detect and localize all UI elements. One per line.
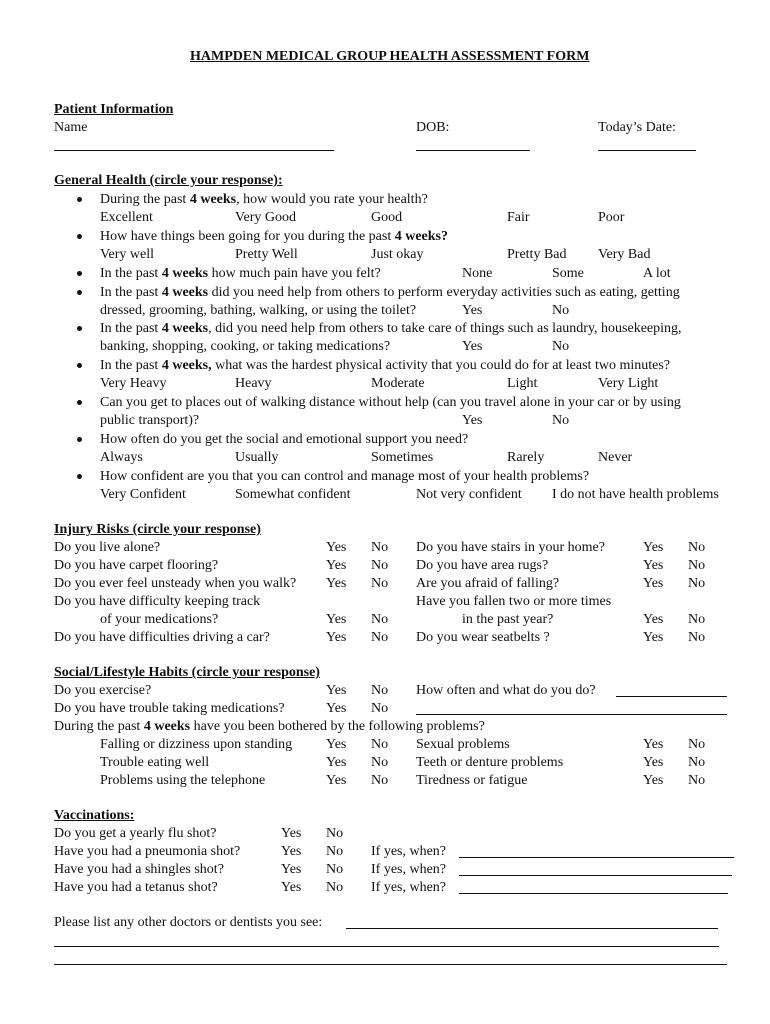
option-yes[interactable]: Yes xyxy=(281,862,302,877)
option-pretty-well[interactable]: Pretty Well xyxy=(235,247,298,262)
option-yes[interactable]: Yes xyxy=(643,755,664,770)
option-yes[interactable]: Yes xyxy=(326,773,347,788)
bullet-icon xyxy=(77,234,82,239)
option-very-heavy[interactable]: Very Heavy xyxy=(100,376,167,391)
todays-date-field[interactable] xyxy=(598,150,696,151)
option-no[interactable]: No xyxy=(371,630,389,645)
option-yes[interactable]: Yes xyxy=(462,413,483,428)
option-no[interactable]: No xyxy=(688,612,706,627)
option-yes[interactable]: Yes xyxy=(643,773,664,788)
option-very-good[interactable]: Very Good xyxy=(235,210,297,225)
question-unsteady: Do you ever feel unsteady when you walk? xyxy=(54,576,297,591)
bullet-icon xyxy=(77,271,82,276)
option-no[interactable]: No xyxy=(688,558,706,573)
bullet-icon xyxy=(77,197,82,202)
option-no[interactable]: No xyxy=(371,755,389,770)
question-pain: In the past 4 weeks how much pain have you felt? xyxy=(100,266,381,281)
option-good[interactable]: Good xyxy=(371,210,403,225)
option-never[interactable]: Never xyxy=(598,450,633,465)
question-bothered: During the past 4 weeks have you been bothered by the following problems? xyxy=(54,719,485,734)
question-confidence: How confident are you that you can control and manage most of your health problems? xyxy=(100,469,590,484)
other-doctors-field[interactable] xyxy=(346,928,718,929)
question-help-everyday: In the past 4 weeks did you need help from others to perform everyday activities such as eating, getting xyxy=(100,285,680,300)
option-no[interactable]: No xyxy=(326,826,344,841)
other-doctors-field-2[interactable] xyxy=(54,946,719,947)
option-no[interactable]: No xyxy=(371,773,389,788)
if-yes-when-label: If yes, when? xyxy=(371,844,447,859)
name-field[interactable] xyxy=(54,150,334,151)
question-seatbelts: Do you wear seatbelts ? xyxy=(416,630,550,645)
question-driving: Do you have difficulties driving a car? xyxy=(54,630,270,645)
vaccinations-heading: Vaccinations: xyxy=(54,808,135,823)
option-poor[interactable]: Poor xyxy=(598,210,625,225)
option-sometimes[interactable]: Sometimes xyxy=(371,450,434,465)
question-physical-activity: In the past 4 weeks, what was the hardest physical activity that you could do for at least two minutes? xyxy=(100,358,670,373)
option-yes[interactable]: Yes xyxy=(326,630,347,645)
option-light[interactable]: Light xyxy=(507,376,538,391)
dob-field[interactable] xyxy=(416,150,530,151)
question-flu-shot: Do you get a yearly flu shot? xyxy=(54,826,217,841)
option-yes[interactable]: Yes xyxy=(326,612,347,627)
option-yes[interactable]: Yes xyxy=(643,737,664,752)
question-exercise-how-often: How often and what do you do? xyxy=(416,683,596,698)
todays-date-label: Today’s Date: xyxy=(598,120,676,135)
option-no[interactable]: No xyxy=(371,737,389,752)
option-yes[interactable]: Yes xyxy=(643,612,664,627)
option-yes[interactable]: Yes xyxy=(281,880,302,895)
option-yes[interactable]: Yes xyxy=(281,826,302,841)
option-some[interactable]: Some xyxy=(552,266,584,281)
question-exercise: Do you exercise? xyxy=(54,683,152,698)
option-no[interactable]: No xyxy=(371,558,389,573)
option-rarely[interactable]: Rarely xyxy=(507,450,545,465)
question-help-everyday-cont: dressed, grooming, bathing, walking, or using the toilet? xyxy=(100,303,417,318)
question-social-support: How often do you get the social and emotional support you need? xyxy=(100,432,469,447)
form-title: HAMPDEN MEDICAL GROUP HEALTH ASSESSMENT FORM xyxy=(190,49,590,64)
option-yes[interactable]: Yes xyxy=(643,558,664,573)
problem-tiredness: Tiredness or fatigue xyxy=(416,773,528,788)
tetanus-date-field[interactable] xyxy=(459,893,728,894)
question-help-care-cont: banking, shopping, cooking, or taking medications? xyxy=(100,339,391,354)
option-fair[interactable]: Fair xyxy=(507,210,530,225)
exercise-answer-field[interactable] xyxy=(616,696,727,697)
other-doctors-label: Please list any other doctors or dentists you see: xyxy=(54,915,323,930)
question-travel-cont: public transport)? xyxy=(100,413,200,428)
shingles-date-field[interactable] xyxy=(459,875,732,876)
option-no[interactable]: No xyxy=(688,630,706,645)
option-very-confident[interactable]: Very Confident xyxy=(100,487,186,502)
injury-risks-heading: Injury Risks (circle your response) xyxy=(54,522,261,537)
option-excellent[interactable]: Excellent xyxy=(100,210,153,225)
question-medications-track: Do you have difficulty keeping track xyxy=(54,594,261,609)
option-very-well[interactable]: Very well xyxy=(100,247,155,262)
option-yes[interactable]: Yes xyxy=(326,558,347,573)
option-somewhat-confident[interactable]: Somewhat confident xyxy=(235,487,351,502)
name-label: Name xyxy=(54,120,88,135)
option-yes[interactable]: Yes xyxy=(326,737,347,752)
option-a-lot[interactable]: A lot xyxy=(643,266,671,281)
option-very-bad[interactable]: Very Bad xyxy=(598,247,651,262)
option-pretty-bad[interactable]: Pretty Bad xyxy=(507,247,567,262)
social-habits-heading: Social/Lifestyle Habits (circle your response) xyxy=(54,665,320,680)
option-no[interactable]: No xyxy=(326,862,344,877)
question-help-care: In the past 4 weeks, did you need help from others to take care of things such as laundry, housekeeping, xyxy=(100,321,682,336)
question-fallen-cont: in the past year? xyxy=(462,612,554,627)
option-no[interactable]: No xyxy=(688,737,706,752)
option-usually[interactable]: Usually xyxy=(235,450,279,465)
option-no[interactable]: No xyxy=(688,576,706,591)
option-no[interactable]: No xyxy=(688,540,706,555)
question-area-rugs: Do you have area rugs? xyxy=(416,558,549,573)
if-yes-when-label: If yes, when? xyxy=(371,880,447,895)
option-no[interactable]: No xyxy=(688,755,706,770)
option-always[interactable]: Always xyxy=(100,450,143,465)
option-moderate[interactable]: Moderate xyxy=(371,376,425,391)
bullet-icon xyxy=(77,363,82,368)
question-live-alone: Do you live alone? xyxy=(54,540,161,555)
question-shingles-shot: Have you had a shingles shot? xyxy=(54,862,224,877)
option-yes[interactable]: Yes xyxy=(643,540,664,555)
question-travel: Can you get to places out of walking distance without help (can you travel alone in your car or by using xyxy=(100,395,681,410)
problem-teeth: Teeth or denture problems xyxy=(416,755,564,770)
option-not-very-confident[interactable]: Not very confident xyxy=(416,487,522,502)
option-no[interactable]: No xyxy=(371,612,389,627)
question-fallen: Have you fallen two or more times xyxy=(416,594,612,609)
bullet-icon xyxy=(77,400,82,405)
option-heavy[interactable]: Heavy xyxy=(235,376,272,391)
option-yes[interactable]: Yes xyxy=(326,755,347,770)
option-yes[interactable]: Yes xyxy=(462,303,483,318)
problem-falling-dizziness: Falling or dizziness upon standing xyxy=(100,737,293,752)
option-no[interactable]: No xyxy=(552,413,570,428)
option-yes[interactable]: Yes xyxy=(643,630,664,645)
option-no[interactable]: No xyxy=(326,844,344,859)
question-tetanus-shot: Have you had a tetanus shot? xyxy=(54,880,218,895)
if-yes-when-label: If yes, when? xyxy=(371,862,447,877)
question-pneumonia-shot: Have you had a pneumonia shot? xyxy=(54,844,241,859)
option-yes[interactable]: Yes xyxy=(326,540,347,555)
question-afraid-falling: Are you afraid of falling? xyxy=(416,576,560,591)
option-yes[interactable]: Yes xyxy=(462,339,483,354)
option-no[interactable]: No xyxy=(371,540,389,555)
question-things-going: How have things been going for you during the past 4 weeks? xyxy=(100,229,449,244)
pneumonia-date-field[interactable] xyxy=(459,857,734,858)
question-stairs: Do you have stairs in your home? xyxy=(416,540,605,555)
option-yes[interactable]: Yes xyxy=(326,683,347,698)
other-doctors-field-3[interactable] xyxy=(54,964,727,965)
option-yes[interactable]: Yes xyxy=(643,576,664,591)
option-yes[interactable]: Yes xyxy=(326,576,347,591)
problem-eating: Trouble eating well xyxy=(100,755,210,770)
option-no[interactable]: No xyxy=(371,701,389,716)
question-rate-health: During the past 4 weeks, how would you rate your health? xyxy=(100,192,428,207)
general-health-heading: General Health (circle your response): xyxy=(54,173,283,188)
option-yes[interactable]: Yes xyxy=(281,844,302,859)
bullet-icon xyxy=(77,437,82,442)
question-trouble-meds: Do you have trouble taking medications? xyxy=(54,701,285,716)
bullet-icon xyxy=(77,290,82,295)
option-just-okay[interactable]: Just okay xyxy=(371,247,424,262)
option-very-light[interactable]: Very Light xyxy=(598,376,659,391)
bullet-icon xyxy=(77,474,82,479)
option-no[interactable]: No xyxy=(552,303,570,318)
bullet-icon xyxy=(77,326,82,331)
option-no[interactable]: No xyxy=(371,576,389,591)
exercise-answer-field-2[interactable] xyxy=(416,714,727,715)
problem-telephone: Problems using the telephone xyxy=(100,773,266,788)
problem-sexual: Sexual problems xyxy=(416,737,510,752)
option-no[interactable]: No xyxy=(688,773,706,788)
patient-info-heading: Patient Information xyxy=(54,102,174,117)
option-yes[interactable]: Yes xyxy=(326,701,347,716)
dob-label: DOB: xyxy=(416,120,450,135)
option-no[interactable]: No xyxy=(371,683,389,698)
option-no[interactable]: No xyxy=(552,339,570,354)
option-no-health-problems[interactable]: I do not have health problems xyxy=(552,487,719,502)
option-none[interactable]: None xyxy=(462,266,493,281)
question-carpet: Do you have carpet flooring? xyxy=(54,558,219,573)
question-medications-track-cont: of your medications? xyxy=(100,612,219,627)
option-no[interactable]: No xyxy=(326,880,344,895)
